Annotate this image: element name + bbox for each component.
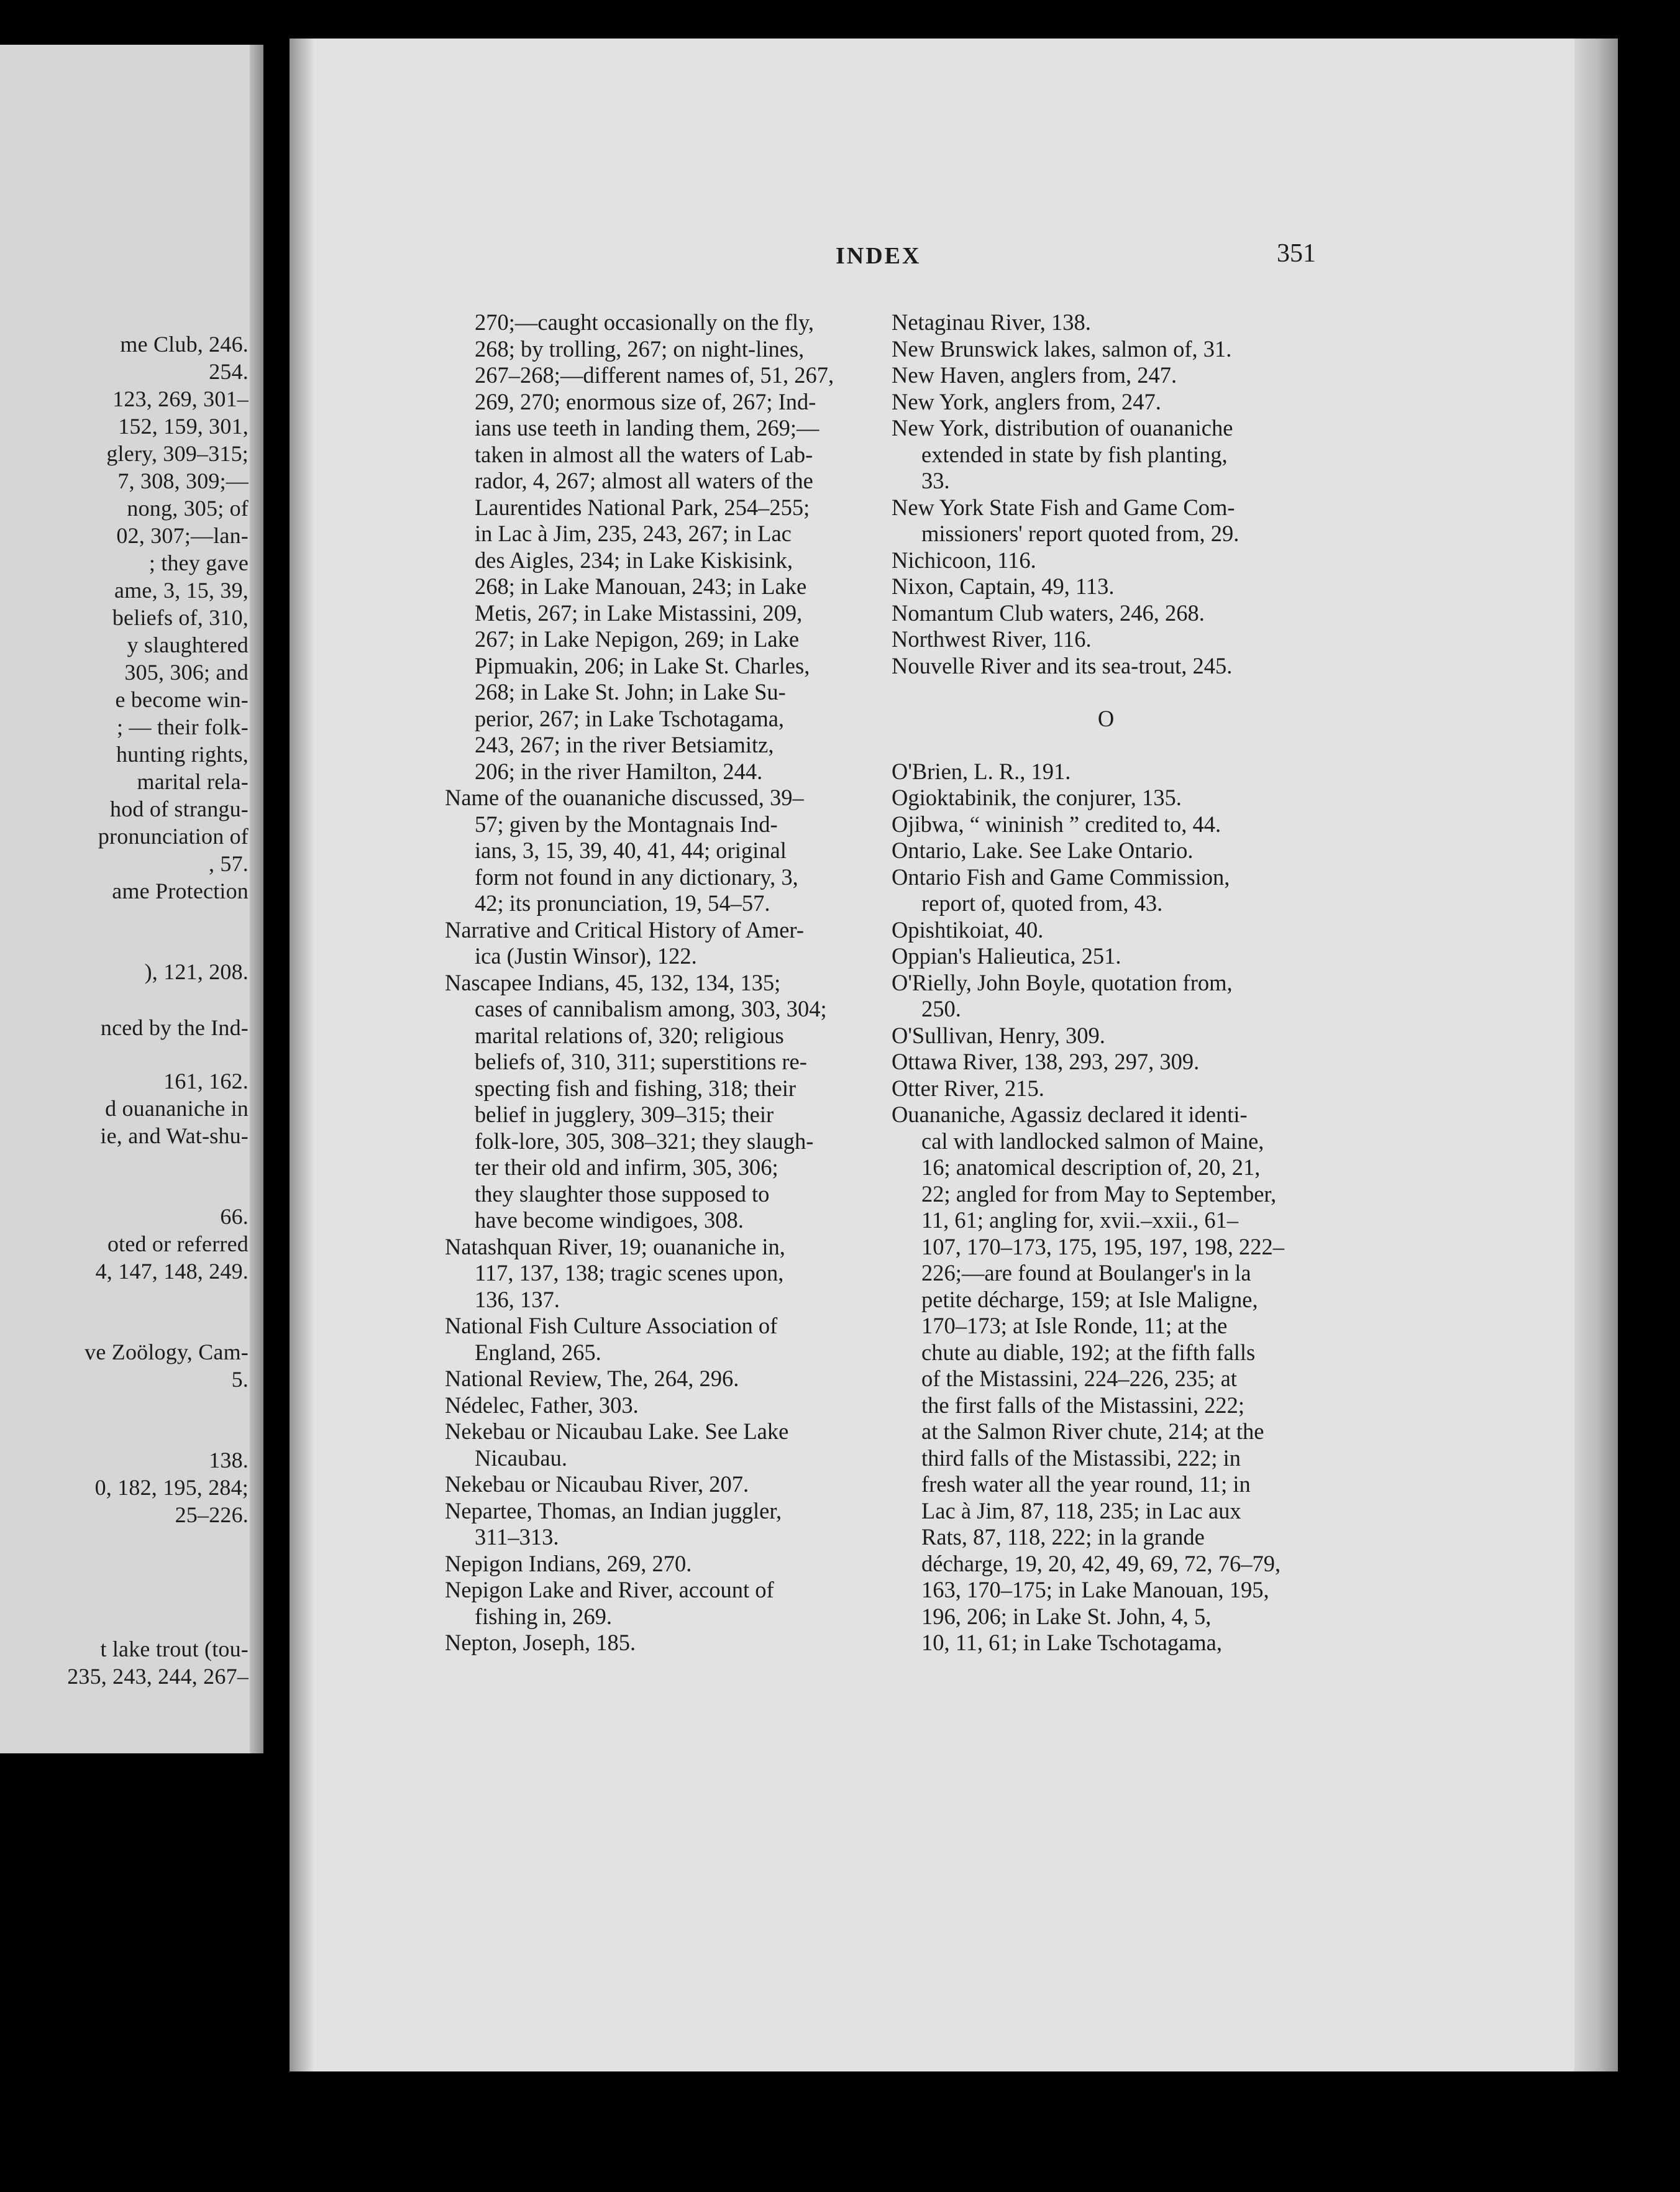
index-line: 10, 11, 61; in Lake Tschotagama,	[921, 1630, 1222, 1655]
index-line: Rats, 87, 118, 222; in la grande	[921, 1524, 1205, 1550]
index-line: petite décharge, 159; at Isle Maligne,	[921, 1286, 1258, 1312]
index-line: 206; in the river Hamilton, 244.	[475, 758, 763, 784]
fragment-line: 235, 243, 244, 267–	[67, 1664, 249, 1689]
fragment-line: ie, and Wat-shu-	[100, 1123, 249, 1148]
index-line: New Haven, anglers from, 247.	[892, 362, 1177, 388]
index-line: Pipmuakin, 206; in Lake St. Charles,	[475, 652, 810, 678]
index-line: they slaughter those supposed to	[475, 1180, 770, 1207]
fragment-line: ), 121, 208.	[144, 959, 249, 984]
index-line: fishing in, 269.	[475, 1603, 613, 1629]
index-column-right	[892, 309, 1320, 1656]
index-line: des Aigles, 234; in Lake Kiskisink,	[475, 547, 793, 573]
index-line: ter their old and infirm, 305, 306;	[475, 1154, 778, 1180]
fragment-line: 254.	[209, 359, 249, 384]
index-line: Lac à Jim, 87, 118, 235; in Lac aux	[921, 1497, 1241, 1523]
index-line: 22; angled for from May to September,	[921, 1180, 1277, 1207]
index-line: Nekebau or Nicaubau Lake. See Lake	[445, 1418, 789, 1444]
fragment-line: 66.	[220, 1204, 249, 1229]
fragment-line: y slaughtered	[127, 632, 249, 657]
index-line: Ontario, Lake. See Lake Ontario.	[892, 838, 1194, 863]
index-line: New York, distribution of ouananiche	[892, 415, 1233, 441]
index-line: 57; given by the Montagnais Ind-	[475, 811, 778, 837]
page-fold-shadow	[250, 45, 263, 1753]
fragment-line: 02, 307;—lan-	[116, 523, 249, 548]
page-number: 351	[1277, 239, 1316, 268]
index-line: 250.	[921, 996, 961, 1021]
index-line: 226;—are found at Boulanger's in la	[921, 1260, 1251, 1286]
index-line: England, 265.	[475, 1339, 601, 1365]
page-edge	[1574, 39, 1618, 2071]
index-line: 16; anatomical description of, 20, 21,	[921, 1154, 1261, 1180]
index-column-left	[445, 309, 880, 1656]
index-line: New York State Fish and Game Com-	[892, 494, 1235, 520]
index-line: Name of the ouananiche discussed, 39–	[445, 785, 804, 810]
index-line: Nascapee Indians, 45, 132, 134, 135;	[445, 969, 781, 995]
fragment-line: me Club, 246.	[120, 332, 249, 357]
fragment-line: t lake trout (tou-	[100, 1637, 249, 1661]
fragment-line: d ouananiche in	[105, 1096, 249, 1121]
fragment-line: 7, 308, 309;—	[117, 468, 249, 493]
index-line: marital relations of, 320; religious	[475, 1022, 784, 1048]
fragment-line: ; they gave	[148, 550, 249, 575]
index-line: fresh water all the year round, 11; in	[921, 1471, 1251, 1497]
index-line: Oppian's Halieutica, 251.	[892, 943, 1121, 969]
index-line: O'Rielly, John Boyle, quotation from,	[892, 969, 1233, 995]
index-line: missioners' report quoted from, 29.	[921, 521, 1239, 546]
fragment-line: 25–226.	[175, 1502, 249, 1527]
section-letter: O	[1097, 705, 1115, 731]
index-line: specting fish and fishing, 318; their	[475, 1075, 797, 1101]
index-line: 269, 270; enormous size of, 267; Ind-	[475, 388, 816, 414]
index-line: cal with landlocked salmon of Maine,	[921, 1128, 1264, 1154]
index-line: 268; by trolling, 267; on night-lines,	[475, 336, 805, 362]
index-line: Nichicoon, 116.	[892, 547, 1036, 573]
index-line: Ouananiche, Agassiz declared it identi-	[892, 1102, 1248, 1127]
index-line: 196, 206; in Lake St. John, 4, 5,	[921, 1603, 1212, 1629]
index-line: at the Salmon River chute, 214; at the	[921, 1418, 1264, 1444]
index-line: 267–268;—different names of, 51, 267,	[475, 362, 834, 388]
blank-line	[892, 679, 1320, 706]
fragment-line: 5.	[231, 1367, 249, 1392]
index-line: folk-lore, 305, 308–321; they slaugh-	[475, 1128, 814, 1154]
fragment-line: nong, 305; of	[127, 496, 249, 521]
index-line: 107, 170–173, 175, 195, 197, 198, 222–	[921, 1233, 1284, 1259]
index-line: Ottawa River, 138, 293, 297, 309.	[892, 1049, 1200, 1074]
index-line: Nixon, Captain, 49, 113.	[892, 573, 1115, 599]
index-line: form not found in any dictionary, 3,	[475, 864, 798, 890]
fragment-line: ; — their folk-	[117, 715, 249, 739]
fragment-line: 123, 269, 301–	[112, 386, 249, 411]
index-line: 136, 137.	[475, 1286, 560, 1312]
fragment-line: e become win-	[115, 687, 249, 712]
index-line: Nicaubau.	[475, 1445, 567, 1471]
index-line: 268; in Lake Manouan, 243; in Lake	[475, 573, 807, 599]
index-line: O'Brien, L. R., 191.	[892, 758, 1071, 784]
fragment-line: nced by the Ind-	[100, 1015, 249, 1040]
index-line: O'Sullivan, Henry, 309.	[892, 1022, 1105, 1048]
fragment-line: beliefs of, 310,	[112, 605, 249, 630]
index-line: cases of cannibalism among, 303, 304;	[475, 996, 827, 1021]
fragment-line: 161, 162.	[163, 1069, 249, 1094]
index-line: Ojibwa, “ wininish ” credited to, 44.	[892, 811, 1221, 837]
fragment-line: , 57.	[209, 851, 249, 876]
index-line: New York, anglers from, 247.	[892, 388, 1161, 414]
index-line: 267; in Lake Nepigon, 269; in Lake	[475, 626, 800, 652]
gutter-shadow	[290, 39, 314, 2071]
index-line: décharge, 19, 20, 42, 49, 69, 72, 76–79,	[921, 1550, 1281, 1576]
index-line: Laurentides National Park, 254–255;	[475, 494, 810, 520]
fragment-line: ame Protection	[112, 879, 249, 903]
index-line: Ogioktabinik, the conjurer, 135.	[892, 785, 1182, 810]
previous-page-fragment	[0, 45, 263, 1753]
index-line: Northwest River, 116.	[892, 626, 1092, 652]
fragment-line: marital rela-	[137, 769, 249, 794]
index-line: the first falls of the Mistassini, 222;	[921, 1392, 1245, 1418]
fragment-line: glery, 309–315;	[106, 441, 249, 466]
index-line: Opishtikoiat, 40.	[892, 916, 1044, 943]
index-line: 117, 137, 138; tragic scenes upon,	[475, 1260, 784, 1286]
fragment-line: hunting rights,	[116, 742, 249, 767]
index-line: Nekebau or Nicaubau River, 207.	[445, 1471, 749, 1497]
index-line: ians, 3, 15, 39, 40, 41, 44; original	[475, 838, 787, 863]
index-line: 170–173; at Isle Ronde, 11; at the	[921, 1313, 1228, 1338]
fragment-line: oted or referred	[107, 1231, 249, 1256]
index-line: Nepigon Indians, 269, 270.	[445, 1550, 692, 1576]
index-line: 33.	[921, 468, 950, 493]
index-line: 163, 170–175; in Lake Manouan, 195,	[921, 1577, 1269, 1602]
index-line: Natashquan River, 19; ouananiche in,	[445, 1233, 785, 1259]
running-header: INDEX	[836, 243, 921, 269]
index-line: Metis, 267; in Lake Mistassini, 209,	[475, 600, 803, 626]
index-line: report of, quoted from, 43.	[921, 890, 1163, 916]
fragment-line: hod of strangu-	[110, 797, 249, 821]
index-line: National Review, The, 264, 296.	[445, 1366, 739, 1391]
index-line: Netaginau River, 138.	[892, 309, 1091, 335]
index-line: New Brunswick lakes, salmon of, 31.	[892, 336, 1232, 362]
index-line: of the Mistassini, 224–226, 235; at	[921, 1366, 1237, 1391]
fragment-line: 0, 182, 195, 284;	[94, 1475, 249, 1500]
index-line: belief in jugglery, 309–315; their	[475, 1102, 774, 1127]
fragment-line: 138.	[209, 1448, 249, 1473]
index-line: Nédelec, Father, 303.	[445, 1392, 639, 1418]
index-line: third falls of the Mistassibi, 222; in	[921, 1445, 1241, 1471]
index-line: ica (Justin Winsor), 122.	[475, 943, 697, 969]
index-line: Nomantum Club waters, 246, 268.	[892, 600, 1205, 626]
index-line: taken in almost all the waters of Lab-	[475, 441, 813, 467]
index-line: ians use teeth in landing them, 269;—	[475, 415, 819, 441]
fragment-line: ame, 3, 15, 39,	[114, 578, 249, 603]
index-line: 11, 61; angling for, xvii.–xxii., 61–	[921, 1207, 1239, 1233]
fragment-line: ve Zoölogy, Cam-	[84, 1340, 249, 1364]
index-line: perior, 267; in Lake Tschotagama,	[475, 705, 785, 731]
index-line: rador, 4, 267; almost all waters of the	[475, 468, 813, 493]
index-line: Narrative and Critical History of Amer-	[445, 916, 805, 943]
fragment-line: 152, 159, 301,	[118, 414, 249, 439]
index-line: 243, 267; in the river Betsiamitz,	[475, 732, 774, 757]
previous-page-text	[0, 45, 263, 1753]
index-line: Nouvelle River and its sea-trout, 245.	[892, 652, 1233, 678]
index-line: 311–313.	[475, 1524, 559, 1550]
index-line: Nepartee, Thomas, an Indian juggler,	[445, 1497, 782, 1523]
index-line: 268; in Lake St. John; in Lake Su-	[475, 679, 786, 705]
index-line: have become windigoes, 308.	[475, 1207, 744, 1233]
index-line: chute au diable, 192; at the fifth falls	[921, 1339, 1256, 1365]
fragment-line: pronunciation of	[98, 824, 249, 849]
index-line: extended in state by fish planting,	[921, 441, 1228, 467]
index-line: Ontario Fish and Game Commission,	[892, 864, 1230, 890]
fragment-line: 305, 306; and	[124, 660, 249, 685]
index-line: beliefs of, 310, 311; superstitions re-	[475, 1049, 807, 1074]
index-line: 270;—caught occasionally on the fly,	[475, 309, 815, 335]
index-line: in Lac à Jim, 235, 243, 267; in Lac	[475, 521, 792, 546]
fragment-line: 4, 147, 148, 249.	[95, 1259, 249, 1284]
index-line: Nepigon Lake and River, account of	[445, 1577, 774, 1602]
index-line: 42; its pronunciation, 19, 54–57.	[475, 890, 770, 916]
index-line: Otter River, 215.	[892, 1075, 1044, 1101]
blank-line	[892, 732, 1320, 759]
index-line: National Fish Culture Association of	[445, 1313, 778, 1338]
index-line: Nepton, Joseph, 185.	[445, 1630, 636, 1655]
